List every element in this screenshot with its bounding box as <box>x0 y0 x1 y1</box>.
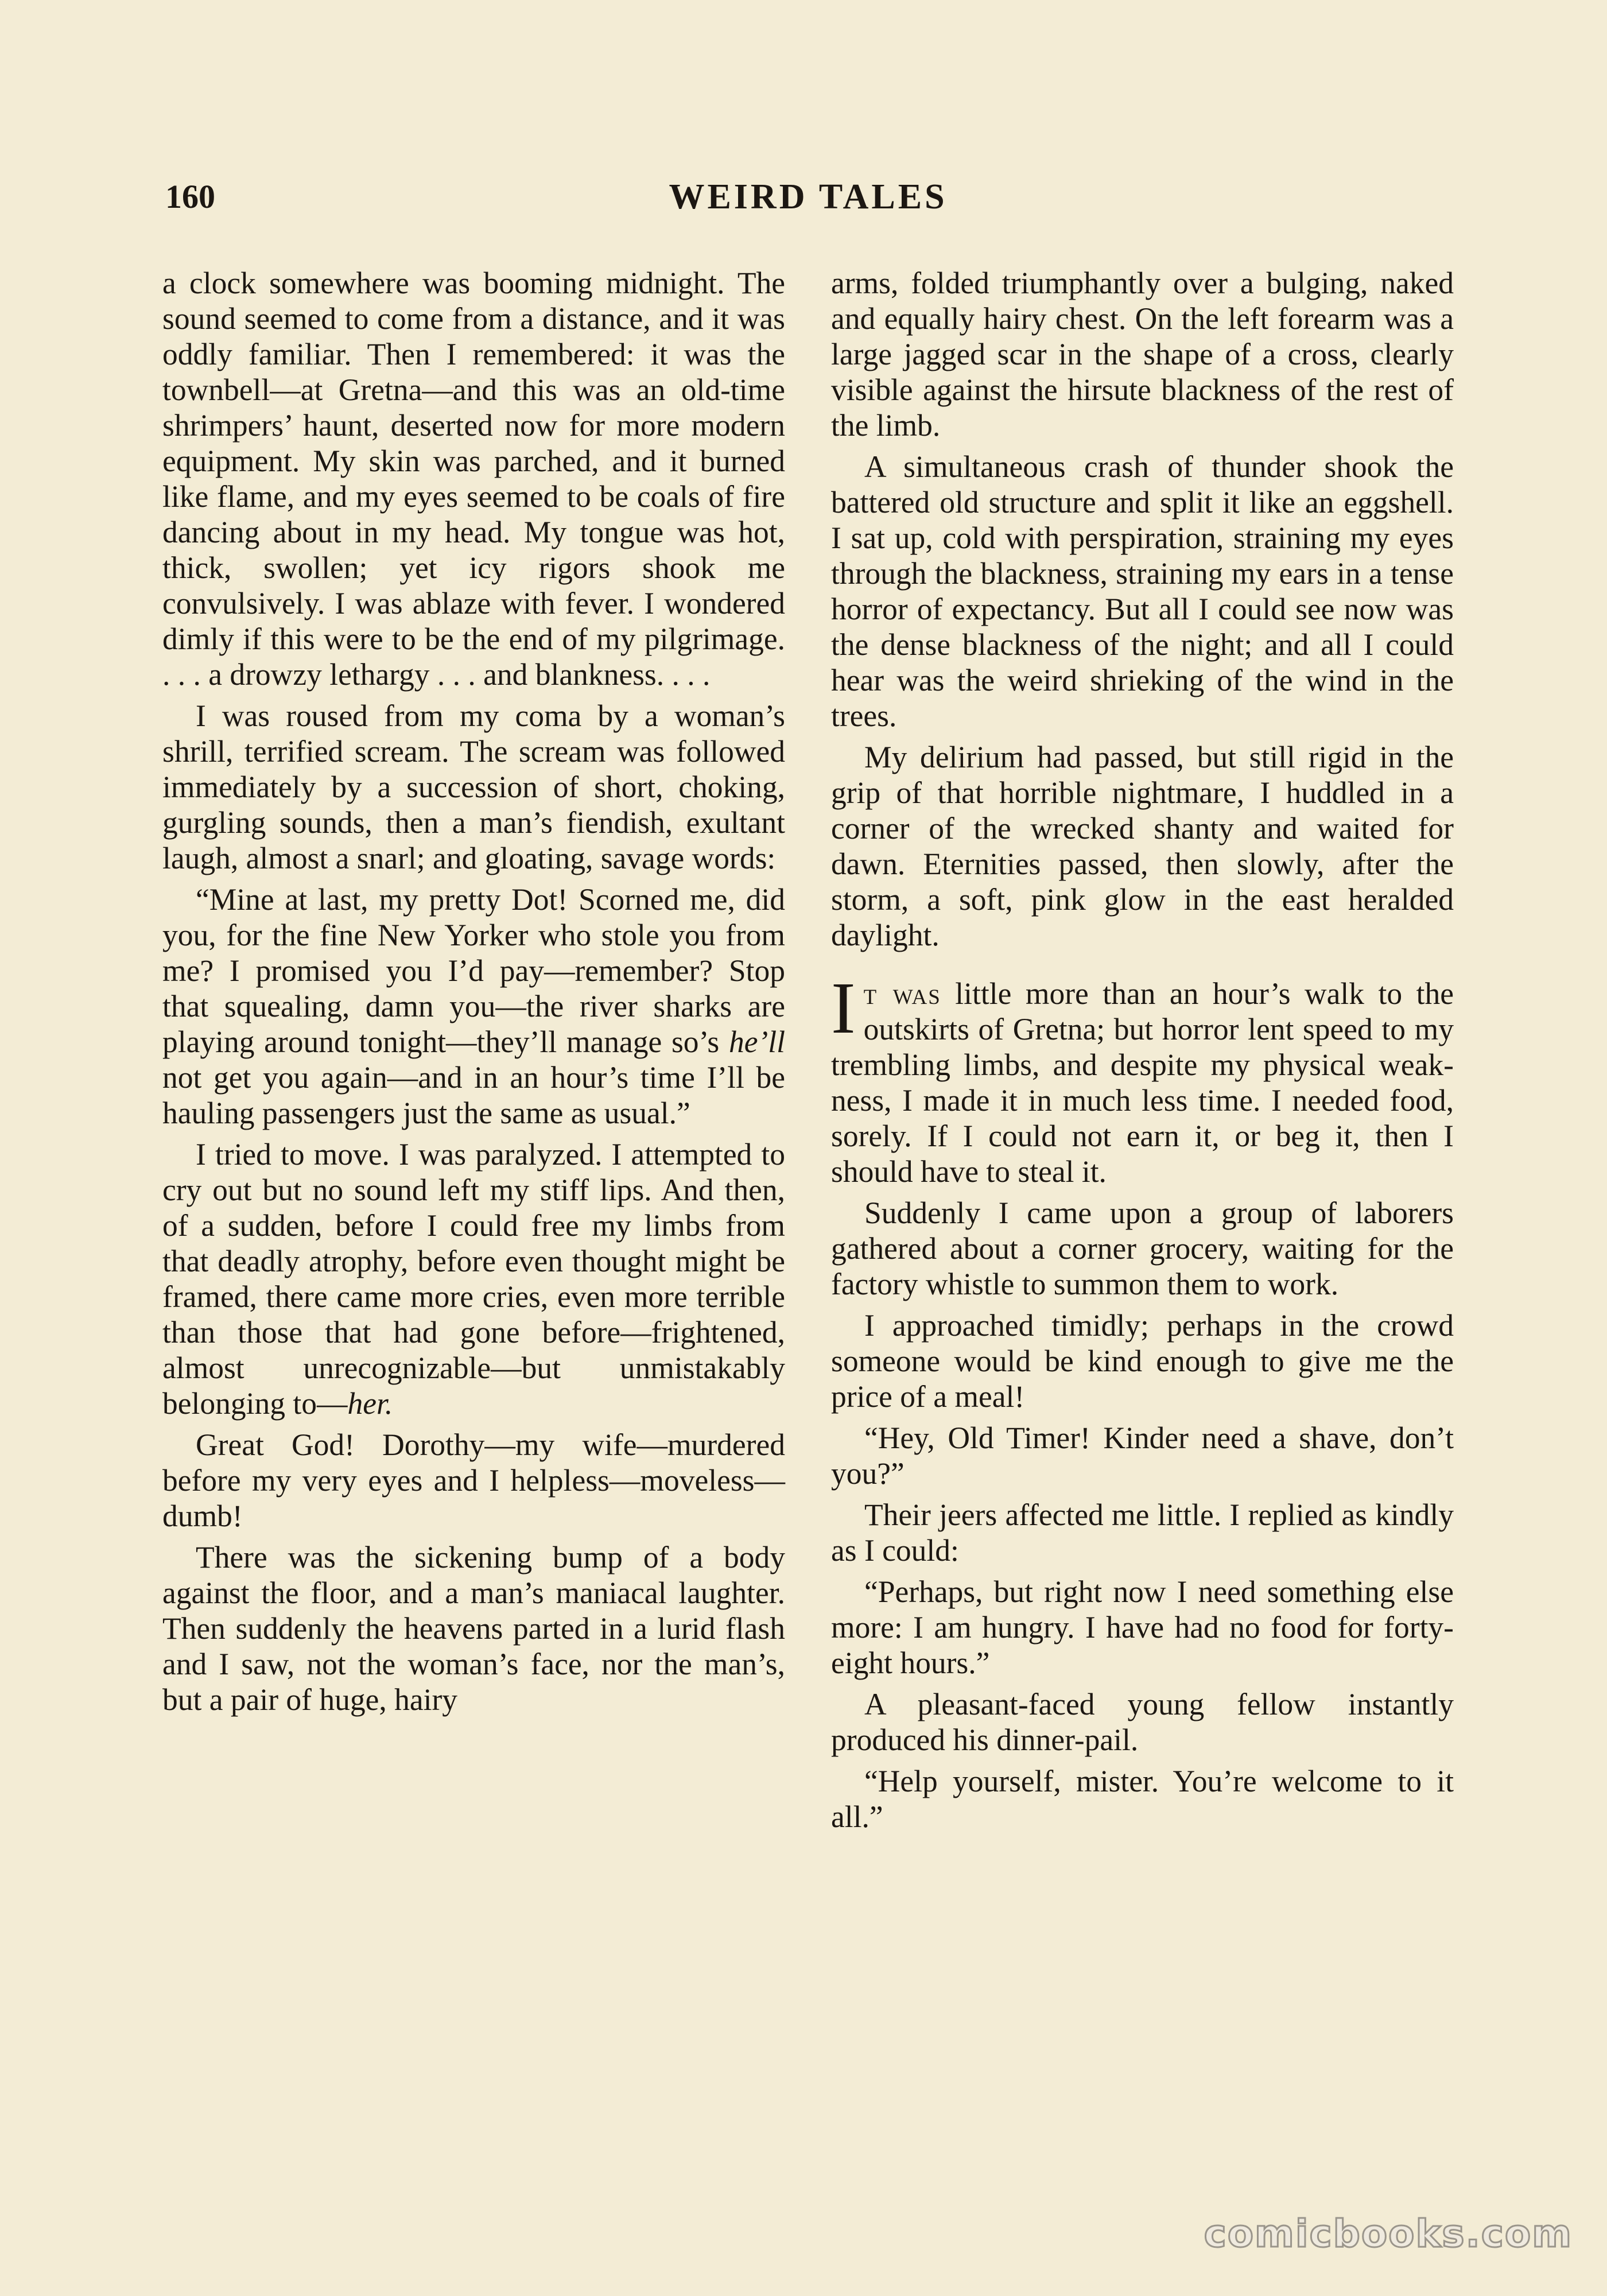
paragraph: There was the sickening bump of a body against the floor, and a man’s maniacal laughter. Then suddenly the heavens parted in a lurid flash and I saw, not the woman’s face, nor the man’s, but a pair of huge, hairy <box>162 1540 785 1717</box>
page-number: 160 <box>165 178 215 215</box>
paragraph: “Perhaps, but right now I need something else more: I am hungry. I have had no food for forty-eight hours.” <box>831 1574 1454 1680</box>
emphasized-text: he’ll <box>728 1025 785 1059</box>
paragraph-text: I tried to move. I was paralyzed. I attempted to cry out but no sound left my stiff lips. And then, of a sudden, before I could free my limbs from that deadly atrophy, before even thought might be framed, there came more cries, even more terrible than those that had gone before—frightened, almost unrecognizable—but unmistakably belonging to— <box>162 1137 785 1421</box>
paragraph <box>162 882 785 1131</box>
drop-cap: I <box>831 967 856 1049</box>
paragraph: A simultaneous crash of thunder shook the battered old structure and split it like an eggshell. I sat up, cold with perspiration, straining my eyes through the blackness, straining my ears in a tense horror of expectancy. But all I could see now was the dense blackness of the night; and all I could hear was the weird shrieking of the wind in the trees. <box>831 449 1454 733</box>
paragraph: A pleasant-faced young fellow instantly produced his dinner-pail. <box>831 1687 1454 1757</box>
paragraph: arms, folded triumphantly over a bulging, naked and equally hairy chest. On the left forearm was a large jagged scar in the shape of a cross, clearly visible against the hirsute blackness of the rest of the limb. <box>831 266 1454 443</box>
paragraph: a clock somewhere was booming midnight. The sound seemed to come from a distance, and it was oddly familiar. Then I remembered: it was the townbell—at Gretna—and this was an old-time shrimpers’ haunt, deserted now for more modern equipment. My skin was parched, and it burned like flame, and my eyes seemed to be coals of fire dancing about in my head. My tongue was hot, thick, swollen; yet icy rigors shook me convulsively. I was ablaze with fever. I wondered dimly if this were to be the end of my pilgrimage. . . . a drowzy lethargy . . . and blankness. . . . <box>162 266 785 692</box>
small-caps-text: t was <box>863 976 941 1011</box>
paragraph: I was roused from my coma by a woman’s shrill, terrified scream. The scream was followed immediately by a succession of short, choking, gurgling sounds, then a man’s fiendish, exultant laugh, almost a snarl; and gloating, savage words: <box>162 699 785 875</box>
emphasized-text: her. <box>347 1386 393 1421</box>
paragraph: I approached timidly; perhaps in the crowd someone would be kind enough to give me the price of a meal! <box>831 1308 1454 1414</box>
left-text-column <box>162 265 785 1723</box>
magazine-title: WEIRD TALES <box>669 177 948 216</box>
section-start-paragraph <box>831 967 1454 1189</box>
page-header <box>165 171 1451 223</box>
watermark: comicbooks.com <box>1204 2212 1573 2256</box>
paragraph: Their jeers affected me little. I replied as kindly as I could: <box>831 1498 1454 1568</box>
paragraph-text: not get you again—and in an hour’s time I’ll be hauling passengers just the same as usual.” <box>162 1060 785 1130</box>
right-text-column <box>831 265 1454 1840</box>
paragraph: Great God! Dorothy—my wife—murdered before my very eyes and I helpless—moveless—dumb! <box>162 1428 785 1533</box>
paragraph: My delirium had passed, but still rigid in the grip of that horrible nightmare, I huddled in a corner of the wrecked shanty and waited for dawn. Eternities passed, then slowly, after the storm, a soft, pink glow in the east heralded daylight. <box>831 740 1454 952</box>
paragraph-text: little more than an hour’s walk to the outskirts of Gretna; but horror lent speed to my trembling limbs, and despite my physical weakness, I made it in much less time. I needed food, sorely. If I could not earn it, or beg it, then I should have to steal it. <box>831 976 1454 1189</box>
paragraph-text: “Mine at last, my pretty Dot! Scorned me, did you, for the fine New Yorker who stole you from me? I promised you I’d pay—remember? Stop that squealing, damn you—the river sharks are playing around tonight—they’ll manage so’s <box>162 882 785 1059</box>
paragraph: “Hey, Old Timer! Kinder need a shave, don’t you?” <box>831 1421 1454 1491</box>
paragraph <box>162 1137 785 1421</box>
paragraph: Suddenly I came upon a group of laborers gathered about a corner grocery, waiting for the factory whistle to summon them to work. <box>831 1196 1454 1301</box>
paragraph: “Help yourself, mister. You’re welcome to it all.” <box>831 1764 1454 1834</box>
